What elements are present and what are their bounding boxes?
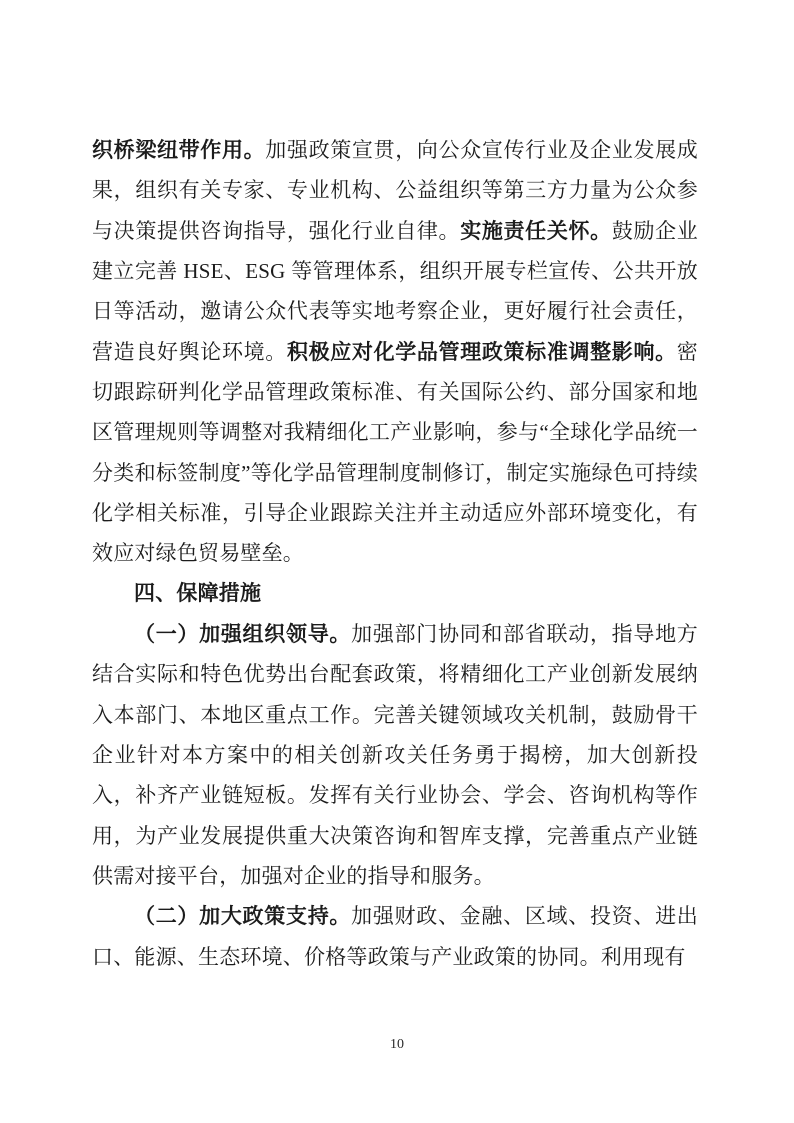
text-run: 加强部门协同和部省联动，指导地方结合实际和特色优势出台配套政策，将精细化工产业创新发展纳入本部门、本地区重点工作。完善关键领域攻关机制，鼓励骨干企业针对本方案中的相关创新攻关任务勇于揭榜，加大创新投入，补齐产业链短板。发挥有关行业协会、学会、咨询机构等作用，为产业发展提供重大决策咨询和智库支撑，完善重点产业链供需对接平台，加强对企业的指导和服务。: [92, 621, 699, 888]
section-heading: [92, 574, 698, 614]
paragraph: [92, 896, 698, 977]
emphasis-run: 实施责任关怀。: [460, 218, 612, 243]
emphasis-run: （一）加强组织领导。: [134, 621, 352, 646]
emphasis-run: （二）加大政策支持。: [134, 904, 352, 929]
emphasis-run: 四、保障措施: [134, 581, 262, 605]
page-number: 10: [390, 1037, 404, 1052]
paragraph: [92, 130, 698, 574]
text-run: 加强政策宣贯，向公众宣传行业及企业发展成果，组织有关专家、专业机构、公益组织等第三方力量为公众参与决策提供咨询指导，强化行业自律。: [92, 138, 698, 243]
text-run: 鼓励企业建立完善 HSE、ESG 等管理体系，组织开展专栏宣传、公共开放日等活动，邀请公众代表等实地考察企业，更好履行社会责任，营造良好舆论环境。: [92, 218, 698, 364]
text-run: 密切跟踪研判化学品管理政策标准、有关国际公约、部分国家和地区管理规则等调整对我精细化工产业影响，参与“全球化学品统一分类和标签制度”等化学品管理制度制修订，制定实施绿色可持续化学相关标准，引导企业跟踪关注并主动适应外部环境变化，有效应对绿色贸易壁垒。: [92, 339, 698, 566]
emphasis-run: 积极应对化学品管理政策标准调整影响。: [286, 339, 677, 364]
emphasis-run: 织桥梁纽带作用。: [92, 138, 266, 162]
text-run: 加强财政、金融、区域、投资、进出口、能源、生态环境、价格等政策与产业政策的协同。利用现有: [92, 904, 699, 969]
paragraph: [92, 614, 698, 896]
document-body: [92, 130, 698, 977]
